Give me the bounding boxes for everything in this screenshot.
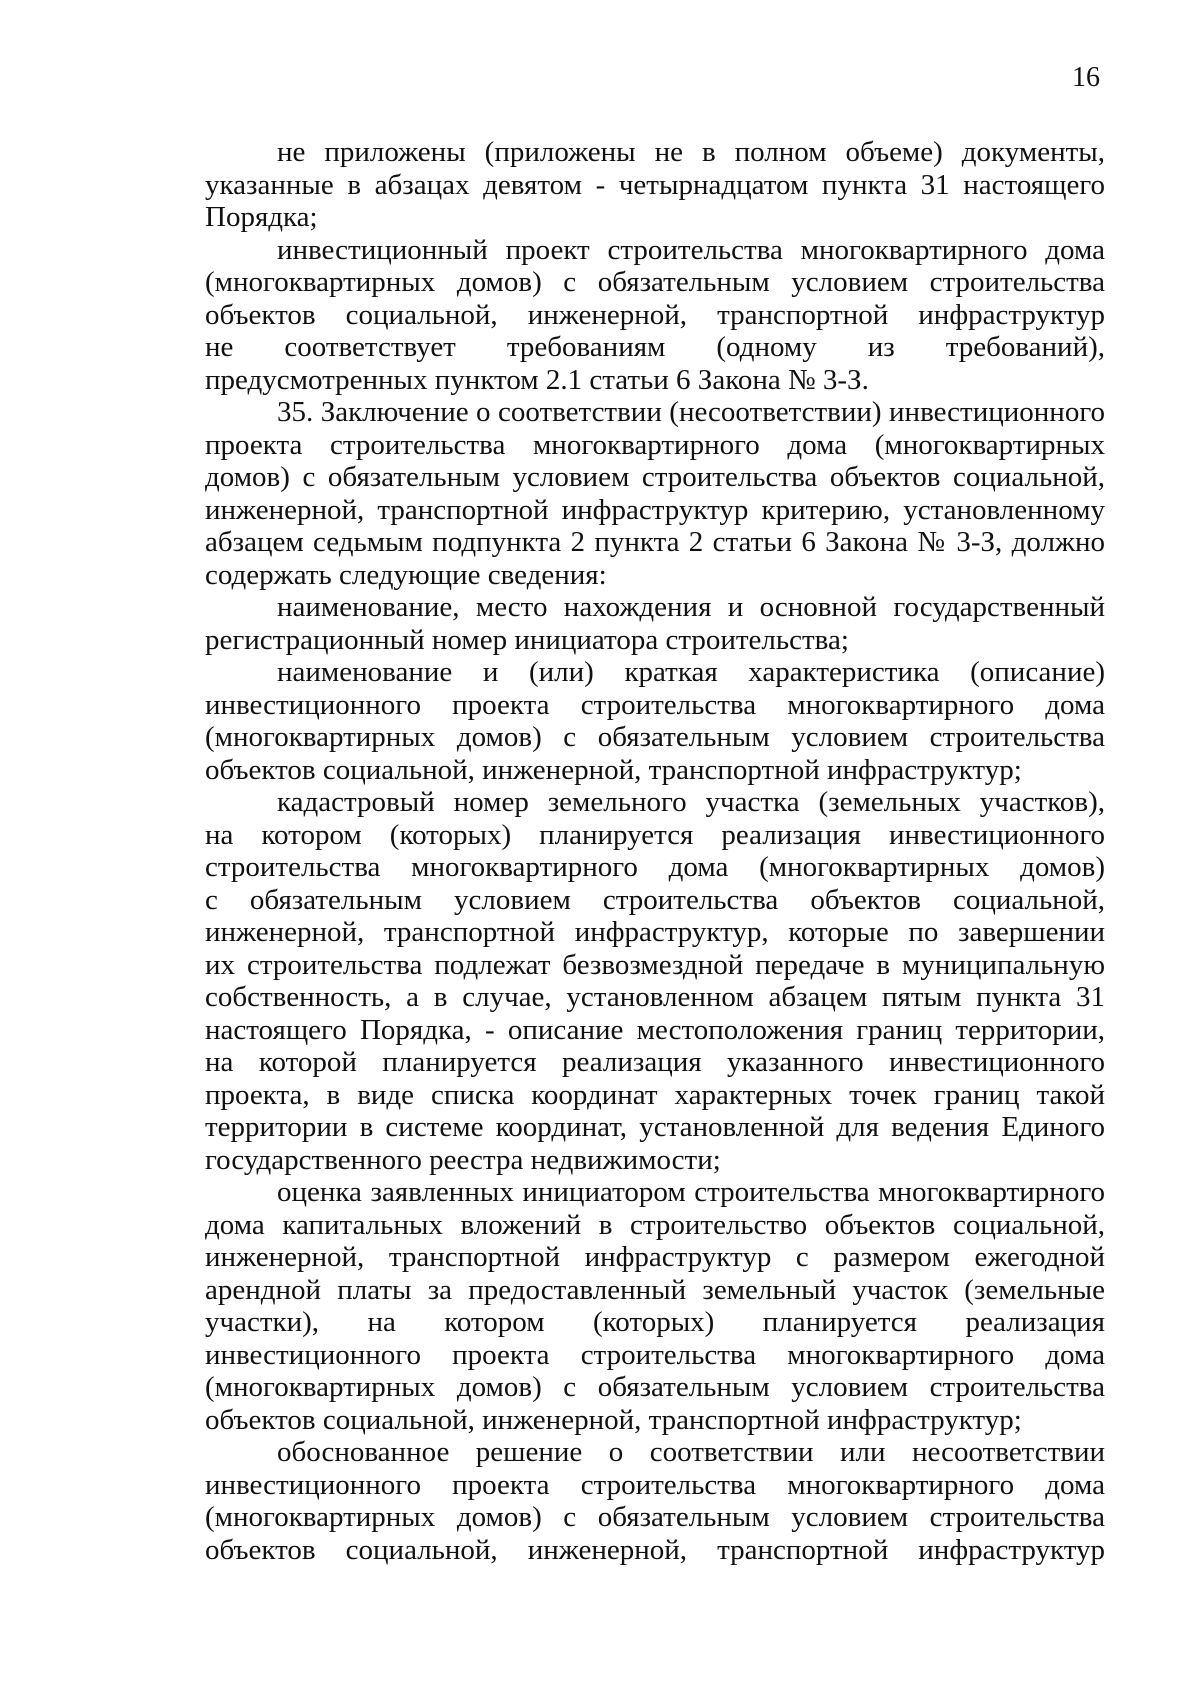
text-line: арендной платы за предоставленный земельный участок (земельные — [205, 1273, 1105, 1306]
text-line: инженерной, транспортной инфраструктур, которые по завершении — [205, 916, 1105, 948]
text-line: содержать следующие сведения: — [205, 558, 607, 591]
text-line: домов) с обязательным условием строительства объектов социальной, — [205, 461, 1105, 493]
text-line: кадастровый номер земельного участка (земельных участков), — [277, 786, 1105, 818]
text-line: на котором (которых) планируется реализация инвестиционного — [205, 818, 1105, 851]
text-line: объектов социальной, инженерной, транспортной инфраструктур; — [205, 753, 1022, 786]
text-line: участки), на котором (которых) планируется реализация — [205, 1306, 1105, 1338]
text-line: наименование и (или) краткая характеристика (описание) — [277, 656, 1105, 688]
text-line: собственность, а в случае, установленном абзацем пятым пункта 31 — [205, 981, 1105, 1013]
text-line: (многоквартирных домов) с обязательным условием строительства — [205, 266, 1105, 298]
text-line: дома капитальных вложений в строительство объектов социальной, — [205, 1208, 1105, 1241]
text-line: инженерной, транспортной инфраструктур с размером ежегодной — [205, 1241, 1105, 1273]
text-line: оценка заявленных инициатором строительства многоквартирного — [277, 1176, 1105, 1208]
text-line: их строительства подлежат безвозмездной передаче в муниципальную — [205, 948, 1105, 981]
text-line: (многоквартирных домов) с обязательным условием строительства — [205, 1371, 1105, 1403]
text-line: проекта строительства многоквартирного дома (многоквартирных — [205, 428, 1105, 461]
text-line: указанные в абзацах девятом - четырнадцатом пункта 31 настоящего — [205, 168, 1105, 201]
text-line: с обязательным условием строительства объектов социальной, — [205, 883, 1105, 916]
text-line: предусмотренных пунктом 2.1 статьи 6 Закона № 3-З. — [205, 363, 869, 396]
text-line: проекта, в виде списка координат характерных точек границ такой — [205, 1078, 1105, 1111]
text-line: (многоквартирных домов) с обязательным условием строительства — [205, 721, 1105, 753]
text-line: строительства многоквартирного дома (многоквартирных домов) — [205, 851, 1105, 883]
text-line: Порядка; — [205, 201, 318, 233]
text-line: не приложены (приложены не в полном объеме) документы, — [277, 136, 1105, 168]
text-line: государственного реестра недвижимости; — [205, 1143, 721, 1176]
text-line: настоящего Порядка, - описание местоположения границ территории, — [205, 1013, 1105, 1046]
document-body — [205, 136, 1105, 1566]
text-line: абзацем седьмым подпункта 2 пункта 2 статьи 6 Закона № 3-З, должно — [205, 526, 1105, 558]
text-line: регистрационный номер инициатора строительства; — [205, 623, 849, 656]
page-number: 16 — [1072, 62, 1100, 93]
text-line: территории в системе координат, установленной для ведения Единого — [205, 1111, 1105, 1143]
text-line: инвестиционного проекта строительства многоквартирного дома — [205, 1338, 1105, 1371]
text-line: обоснованное решение о соответствии или несоответствии — [277, 1436, 1105, 1468]
text-line: объектов социальной, инженерной, транспортной инфраструктур; — [205, 1403, 1022, 1436]
text-line: на которой планируется реализация указанного инвестиционного — [205, 1046, 1105, 1078]
text-line: инженерной, транспортной инфраструктур критерию, установленному — [205, 493, 1105, 526]
text-line: 35. Заключение о соответствии (несоответствии) инвестиционного — [277, 396, 1105, 428]
text-line: объектов социальной, инженерной, транспортной инфраструктур — [205, 298, 1105, 331]
text-line: инвестиционного проекта строительства многоквартирного дома — [205, 688, 1105, 721]
text-line: инвестиционный проект строительства многоквартирного дома — [277, 233, 1105, 266]
text-line: не соответствует требованиям (одному из требований), — [205, 331, 1105, 363]
text-line: инвестиционного проекта строительства многоквартирного дома — [205, 1468, 1105, 1501]
text-line: наименование, место нахождения и основной государственный — [277, 591, 1105, 623]
text-line: объектов социальной, инженерной, транспортной инфраструктур — [205, 1533, 1105, 1566]
text-line: (многоквартирных домов) с обязательным условием строительства — [205, 1501, 1105, 1533]
